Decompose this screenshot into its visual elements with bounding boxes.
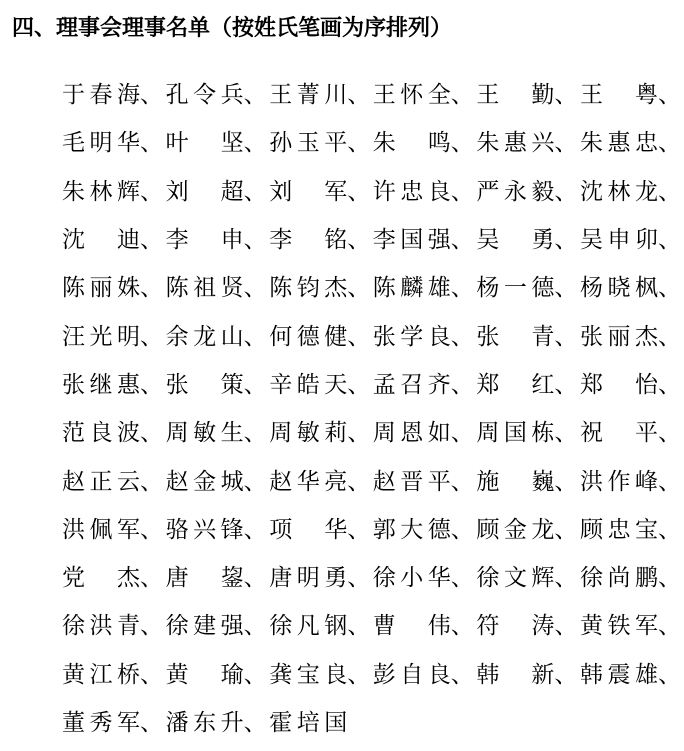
name-separator: 、 xyxy=(243,613,267,640)
director-name: 杨 晓 枫 xyxy=(579,275,658,302)
name-entry xyxy=(62,175,166,209)
name-entry xyxy=(166,320,270,354)
name-entry xyxy=(269,126,373,160)
director-name: 唐 明 勇 xyxy=(269,565,348,592)
name-separator: 、 xyxy=(347,371,371,398)
director-name: 徐 建 强 xyxy=(165,613,244,640)
name-entry xyxy=(62,368,166,402)
name-separator: 、 xyxy=(140,516,163,543)
director-name: 沈 迪 xyxy=(62,227,140,254)
name-separator: 、 xyxy=(657,468,681,495)
name-separator: 、 xyxy=(347,227,371,254)
director-name: 陈 钧 杰 xyxy=(269,275,348,302)
director-name: 施 巍 xyxy=(476,468,555,495)
name-separator: 、 xyxy=(243,565,267,592)
director-name: 李 铭 xyxy=(269,227,348,254)
name-entry xyxy=(269,78,373,112)
name-entry xyxy=(269,175,373,209)
director-name: 霍 培 国 xyxy=(269,710,348,736)
name-separator: 、 xyxy=(243,275,267,302)
name-entry xyxy=(62,416,166,450)
name-entry xyxy=(269,609,373,643)
name-separator: 、 xyxy=(140,178,163,205)
name-entry xyxy=(373,658,477,692)
director-name: 何 德 健 xyxy=(269,323,348,350)
name-entry xyxy=(476,78,580,112)
name-entry xyxy=(373,368,477,402)
name-separator: 、 xyxy=(657,82,681,109)
name-separator: 、 xyxy=(450,565,474,592)
name-separator: 、 xyxy=(554,661,578,688)
name-separator: 、 xyxy=(243,661,267,688)
director-name: 张 丽 杰 xyxy=(579,323,658,350)
name-entry xyxy=(166,175,270,209)
name-separator: 、 xyxy=(657,130,681,157)
name-separator: 、 xyxy=(450,468,474,495)
name-row xyxy=(62,264,684,312)
name-separator: 、 xyxy=(450,420,474,447)
name-row xyxy=(62,554,684,602)
name-row xyxy=(62,651,684,699)
name-entry xyxy=(476,416,580,450)
name-separator: 、 xyxy=(347,275,371,302)
name-entry xyxy=(62,320,166,354)
name-entry xyxy=(580,78,684,112)
name-entry xyxy=(166,126,270,160)
director-name: 彭 自 良 xyxy=(372,661,451,688)
name-entry xyxy=(580,126,684,160)
name-separator: 、 xyxy=(657,565,681,592)
director-name: 韩 震 雄 xyxy=(579,661,658,688)
name-separator: 、 xyxy=(140,82,163,109)
name-separator: 、 xyxy=(450,82,474,109)
director-name: 顾 忠 宝 xyxy=(579,516,658,543)
name-separator: 、 xyxy=(243,468,267,495)
name-entry xyxy=(62,561,166,595)
name-row xyxy=(62,506,684,554)
name-separator: 、 xyxy=(140,468,163,495)
name-entry xyxy=(580,465,684,499)
name-separator: 、 xyxy=(657,323,681,350)
name-entry xyxy=(373,223,477,257)
name-entry xyxy=(373,126,477,160)
name-separator: 、 xyxy=(554,468,578,495)
director-name: 陈 丽 姝 xyxy=(62,275,140,302)
director-name: 符 涛 xyxy=(476,613,555,640)
name-entry xyxy=(166,609,270,643)
name-entry xyxy=(166,561,270,595)
name-entry xyxy=(580,368,684,402)
name-entry xyxy=(62,609,166,643)
name-entry xyxy=(62,658,166,692)
name-separator: 、 xyxy=(140,227,163,254)
director-name: 张 继 惠 xyxy=(62,371,140,398)
name-entry xyxy=(166,465,270,499)
name-separator: 、 xyxy=(347,565,371,592)
name-separator: 、 xyxy=(554,565,578,592)
name-separator: 、 xyxy=(243,371,267,398)
name-entry xyxy=(476,658,580,692)
name-separator: 、 xyxy=(243,82,267,109)
name-entry xyxy=(373,320,477,354)
name-row xyxy=(62,457,684,505)
name-entry xyxy=(373,416,477,450)
director-name: 周 敏 莉 xyxy=(269,420,348,447)
name-entry xyxy=(166,223,270,257)
director-name: 周 敏 生 xyxy=(165,420,244,447)
director-name: 王 粤 xyxy=(579,82,658,109)
director-name: 龚 宝 良 xyxy=(269,661,348,688)
director-name: 项 华 xyxy=(269,516,348,543)
director-name: 孔 令 兵 xyxy=(165,82,244,109)
name-separator: 、 xyxy=(140,130,163,157)
name-separator: 、 xyxy=(347,468,371,495)
director-name: 刘 超 xyxy=(165,178,244,205)
name-separator: 、 xyxy=(140,420,163,447)
name-entry xyxy=(476,223,580,257)
name-entry xyxy=(580,609,684,643)
name-separator: 、 xyxy=(554,371,578,398)
name-separator: 、 xyxy=(140,661,163,688)
name-separator: 、 xyxy=(554,613,578,640)
name-entry xyxy=(373,78,477,112)
director-name: 郑 怡 xyxy=(579,371,658,398)
name-entry xyxy=(373,175,477,209)
director-name: 叶 坚 xyxy=(165,130,244,157)
director-name: 赵 正 云 xyxy=(62,468,140,495)
name-separator: 、 xyxy=(657,178,681,205)
name-entry xyxy=(166,368,270,402)
director-name: 辛 皓 天 xyxy=(269,371,348,398)
director-name: 孟 召 齐 xyxy=(372,371,451,398)
director-name: 周 国 栋 xyxy=(476,420,555,447)
director-name: 吴 申 卯 xyxy=(579,227,658,254)
director-name: 骆 兴 锋 xyxy=(165,516,244,543)
director-name: 陈 祖 贤 xyxy=(165,275,244,302)
name-row xyxy=(62,312,684,360)
director-name: 张 策 xyxy=(165,371,244,398)
director-name: 唐 鋆 xyxy=(165,565,244,592)
director-name: 徐 尚 鹏 xyxy=(579,565,658,592)
name-entry xyxy=(62,513,166,547)
name-separator: 、 xyxy=(140,710,163,736)
director-name: 王 菁 川 xyxy=(269,82,348,109)
name-separator: 、 xyxy=(554,323,578,350)
director-name: 余 龙 山 xyxy=(165,323,244,350)
name-row xyxy=(62,602,684,650)
name-entry xyxy=(269,561,373,595)
director-name: 潘 东 升 xyxy=(165,710,244,736)
name-separator: 、 xyxy=(450,323,474,350)
director-name: 祝 平 xyxy=(579,420,658,447)
name-separator: 、 xyxy=(554,178,578,205)
name-entry xyxy=(580,271,684,305)
name-entry xyxy=(62,78,166,112)
name-entry xyxy=(580,513,684,547)
name-entry xyxy=(580,658,684,692)
name-separator: 、 xyxy=(347,420,371,447)
name-separator: 、 xyxy=(140,565,163,592)
director-name: 洪 作 峰 xyxy=(579,468,658,495)
name-entry xyxy=(166,706,270,740)
name-separator: 、 xyxy=(243,227,267,254)
name-entry xyxy=(269,223,373,257)
name-entry xyxy=(476,126,580,160)
name-entry xyxy=(166,513,270,547)
name-separator: 、 xyxy=(243,178,267,205)
director-name: 党 杰 xyxy=(62,565,140,592)
name-entry xyxy=(166,416,270,450)
director-name-list xyxy=(62,71,684,747)
name-separator: 、 xyxy=(140,613,163,640)
director-name: 周 恩 如 xyxy=(372,420,451,447)
name-entry xyxy=(580,223,684,257)
director-name: 洪 佩 军 xyxy=(62,516,140,543)
name-entry xyxy=(476,368,580,402)
name-entry xyxy=(166,658,270,692)
name-separator: 、 xyxy=(347,613,371,640)
name-entry xyxy=(373,513,477,547)
name-entry xyxy=(373,465,477,499)
name-entry xyxy=(269,658,373,692)
name-separator: 、 xyxy=(140,323,163,350)
name-entry xyxy=(580,416,684,450)
director-name: 顾 金 龙 xyxy=(476,516,555,543)
name-separator: 、 xyxy=(554,130,578,157)
name-separator: 、 xyxy=(554,227,578,254)
director-name: 吴 勇 xyxy=(476,227,555,254)
section-heading: 四、理事会理事名单（按姓氏笔画为序排列） xyxy=(12,16,453,41)
name-entry xyxy=(373,561,477,595)
name-entry xyxy=(476,320,580,354)
name-entry xyxy=(476,609,580,643)
name-separator: 、 xyxy=(554,516,578,543)
director-name: 黄 江 桥 xyxy=(62,661,140,688)
director-name: 李 申 xyxy=(165,227,244,254)
name-row xyxy=(62,409,684,457)
name-separator: 、 xyxy=(450,275,474,302)
director-name: 王 怀 全 xyxy=(372,82,451,109)
name-separator: 、 xyxy=(243,516,267,543)
director-name: 朱 惠 兴 xyxy=(476,130,555,157)
name-row xyxy=(62,71,684,119)
name-entry xyxy=(62,465,166,499)
name-entry xyxy=(476,175,580,209)
director-name: 郭 大 德 xyxy=(372,516,451,543)
name-separator: 、 xyxy=(243,710,267,736)
name-entry xyxy=(62,223,166,257)
name-entry xyxy=(476,513,580,547)
name-entry xyxy=(269,706,373,740)
name-entry xyxy=(269,368,373,402)
name-entry xyxy=(373,271,477,305)
name-entry xyxy=(476,465,580,499)
name-entry xyxy=(269,271,373,305)
director-name: 严 永 毅 xyxy=(476,178,555,205)
name-separator: 、 xyxy=(347,323,371,350)
name-separator: 、 xyxy=(450,371,474,398)
director-name: 张 学 良 xyxy=(372,323,451,350)
director-name: 曹 伟 xyxy=(372,613,451,640)
name-separator: 、 xyxy=(657,516,681,543)
name-entry xyxy=(269,320,373,354)
director-name: 朱 林 辉 xyxy=(62,178,140,205)
name-separator: 、 xyxy=(347,178,371,205)
name-entry xyxy=(580,561,684,595)
director-name: 韩 新 xyxy=(476,661,555,688)
director-name: 范 良 波 xyxy=(62,420,140,447)
name-separator: 、 xyxy=(450,178,474,205)
name-separator: 、 xyxy=(450,516,474,543)
name-row xyxy=(62,216,684,264)
director-name: 郑 红 xyxy=(476,371,555,398)
name-entry xyxy=(62,126,166,160)
director-name: 朱 鸣 xyxy=(372,130,451,157)
name-separator: 、 xyxy=(554,82,578,109)
director-name: 陈 麟 雄 xyxy=(372,275,451,302)
name-separator: 、 xyxy=(657,661,681,688)
name-row xyxy=(62,119,684,167)
name-separator: 、 xyxy=(554,420,578,447)
director-name: 许 忠 良 xyxy=(372,178,451,205)
name-separator: 、 xyxy=(450,613,474,640)
director-name: 赵 金 城 xyxy=(165,468,244,495)
name-separator: 、 xyxy=(657,371,681,398)
name-separator: 、 xyxy=(657,613,681,640)
name-row xyxy=(62,168,684,216)
name-row xyxy=(62,361,684,409)
name-separator: 、 xyxy=(657,227,681,254)
name-separator: 、 xyxy=(450,227,474,254)
director-name: 朱 惠 忠 xyxy=(579,130,658,157)
director-name: 孙 玉 平 xyxy=(269,130,348,157)
director-name: 徐 小 华 xyxy=(372,565,451,592)
name-separator: 、 xyxy=(554,275,578,302)
name-entry xyxy=(269,465,373,499)
name-entry xyxy=(62,271,166,305)
director-name: 毛 明 华 xyxy=(62,130,140,157)
name-separator: 、 xyxy=(450,130,474,157)
name-separator: 、 xyxy=(657,275,681,302)
director-name: 于 春 海 xyxy=(62,82,140,109)
director-name: 刘 军 xyxy=(269,178,348,205)
name-entry xyxy=(476,561,580,595)
name-entry xyxy=(166,78,270,112)
director-name: 杨 一 德 xyxy=(476,275,555,302)
name-entry xyxy=(373,609,477,643)
name-separator: 、 xyxy=(243,130,267,157)
name-entry xyxy=(166,271,270,305)
name-entry xyxy=(269,513,373,547)
director-name: 汪 光 明 xyxy=(62,323,140,350)
director-name: 沈 林 龙 xyxy=(579,178,658,205)
name-separator: 、 xyxy=(243,323,267,350)
name-entry xyxy=(580,175,684,209)
director-name: 黄 铁 军 xyxy=(579,613,658,640)
director-name: 董 秀 军 xyxy=(62,710,140,736)
name-entry xyxy=(580,320,684,354)
name-separator: 、 xyxy=(347,82,371,109)
director-name: 李 国 强 xyxy=(372,227,451,254)
name-separator: 、 xyxy=(243,420,267,447)
name-separator: 、 xyxy=(347,130,371,157)
director-name: 赵 华 亮 xyxy=(269,468,348,495)
name-separator: 、 xyxy=(347,516,371,543)
director-name: 徐 洪 青 xyxy=(62,613,140,640)
director-name: 王 勤 xyxy=(476,82,555,109)
name-separator: 、 xyxy=(347,661,371,688)
name-entry xyxy=(476,271,580,305)
name-separator: 、 xyxy=(657,420,681,447)
name-separator: 、 xyxy=(140,275,163,302)
name-separator: 、 xyxy=(450,661,474,688)
name-separator: 、 xyxy=(140,371,163,398)
name-row xyxy=(62,699,684,747)
director-name: 徐 文 辉 xyxy=(476,565,555,592)
director-name: 张 青 xyxy=(476,323,555,350)
name-entry xyxy=(269,416,373,450)
director-name: 赵 晋 平 xyxy=(372,468,451,495)
director-name: 徐 凡 钢 xyxy=(269,613,348,640)
name-entry xyxy=(62,706,166,740)
director-name: 黄 瑜 xyxy=(165,661,244,688)
